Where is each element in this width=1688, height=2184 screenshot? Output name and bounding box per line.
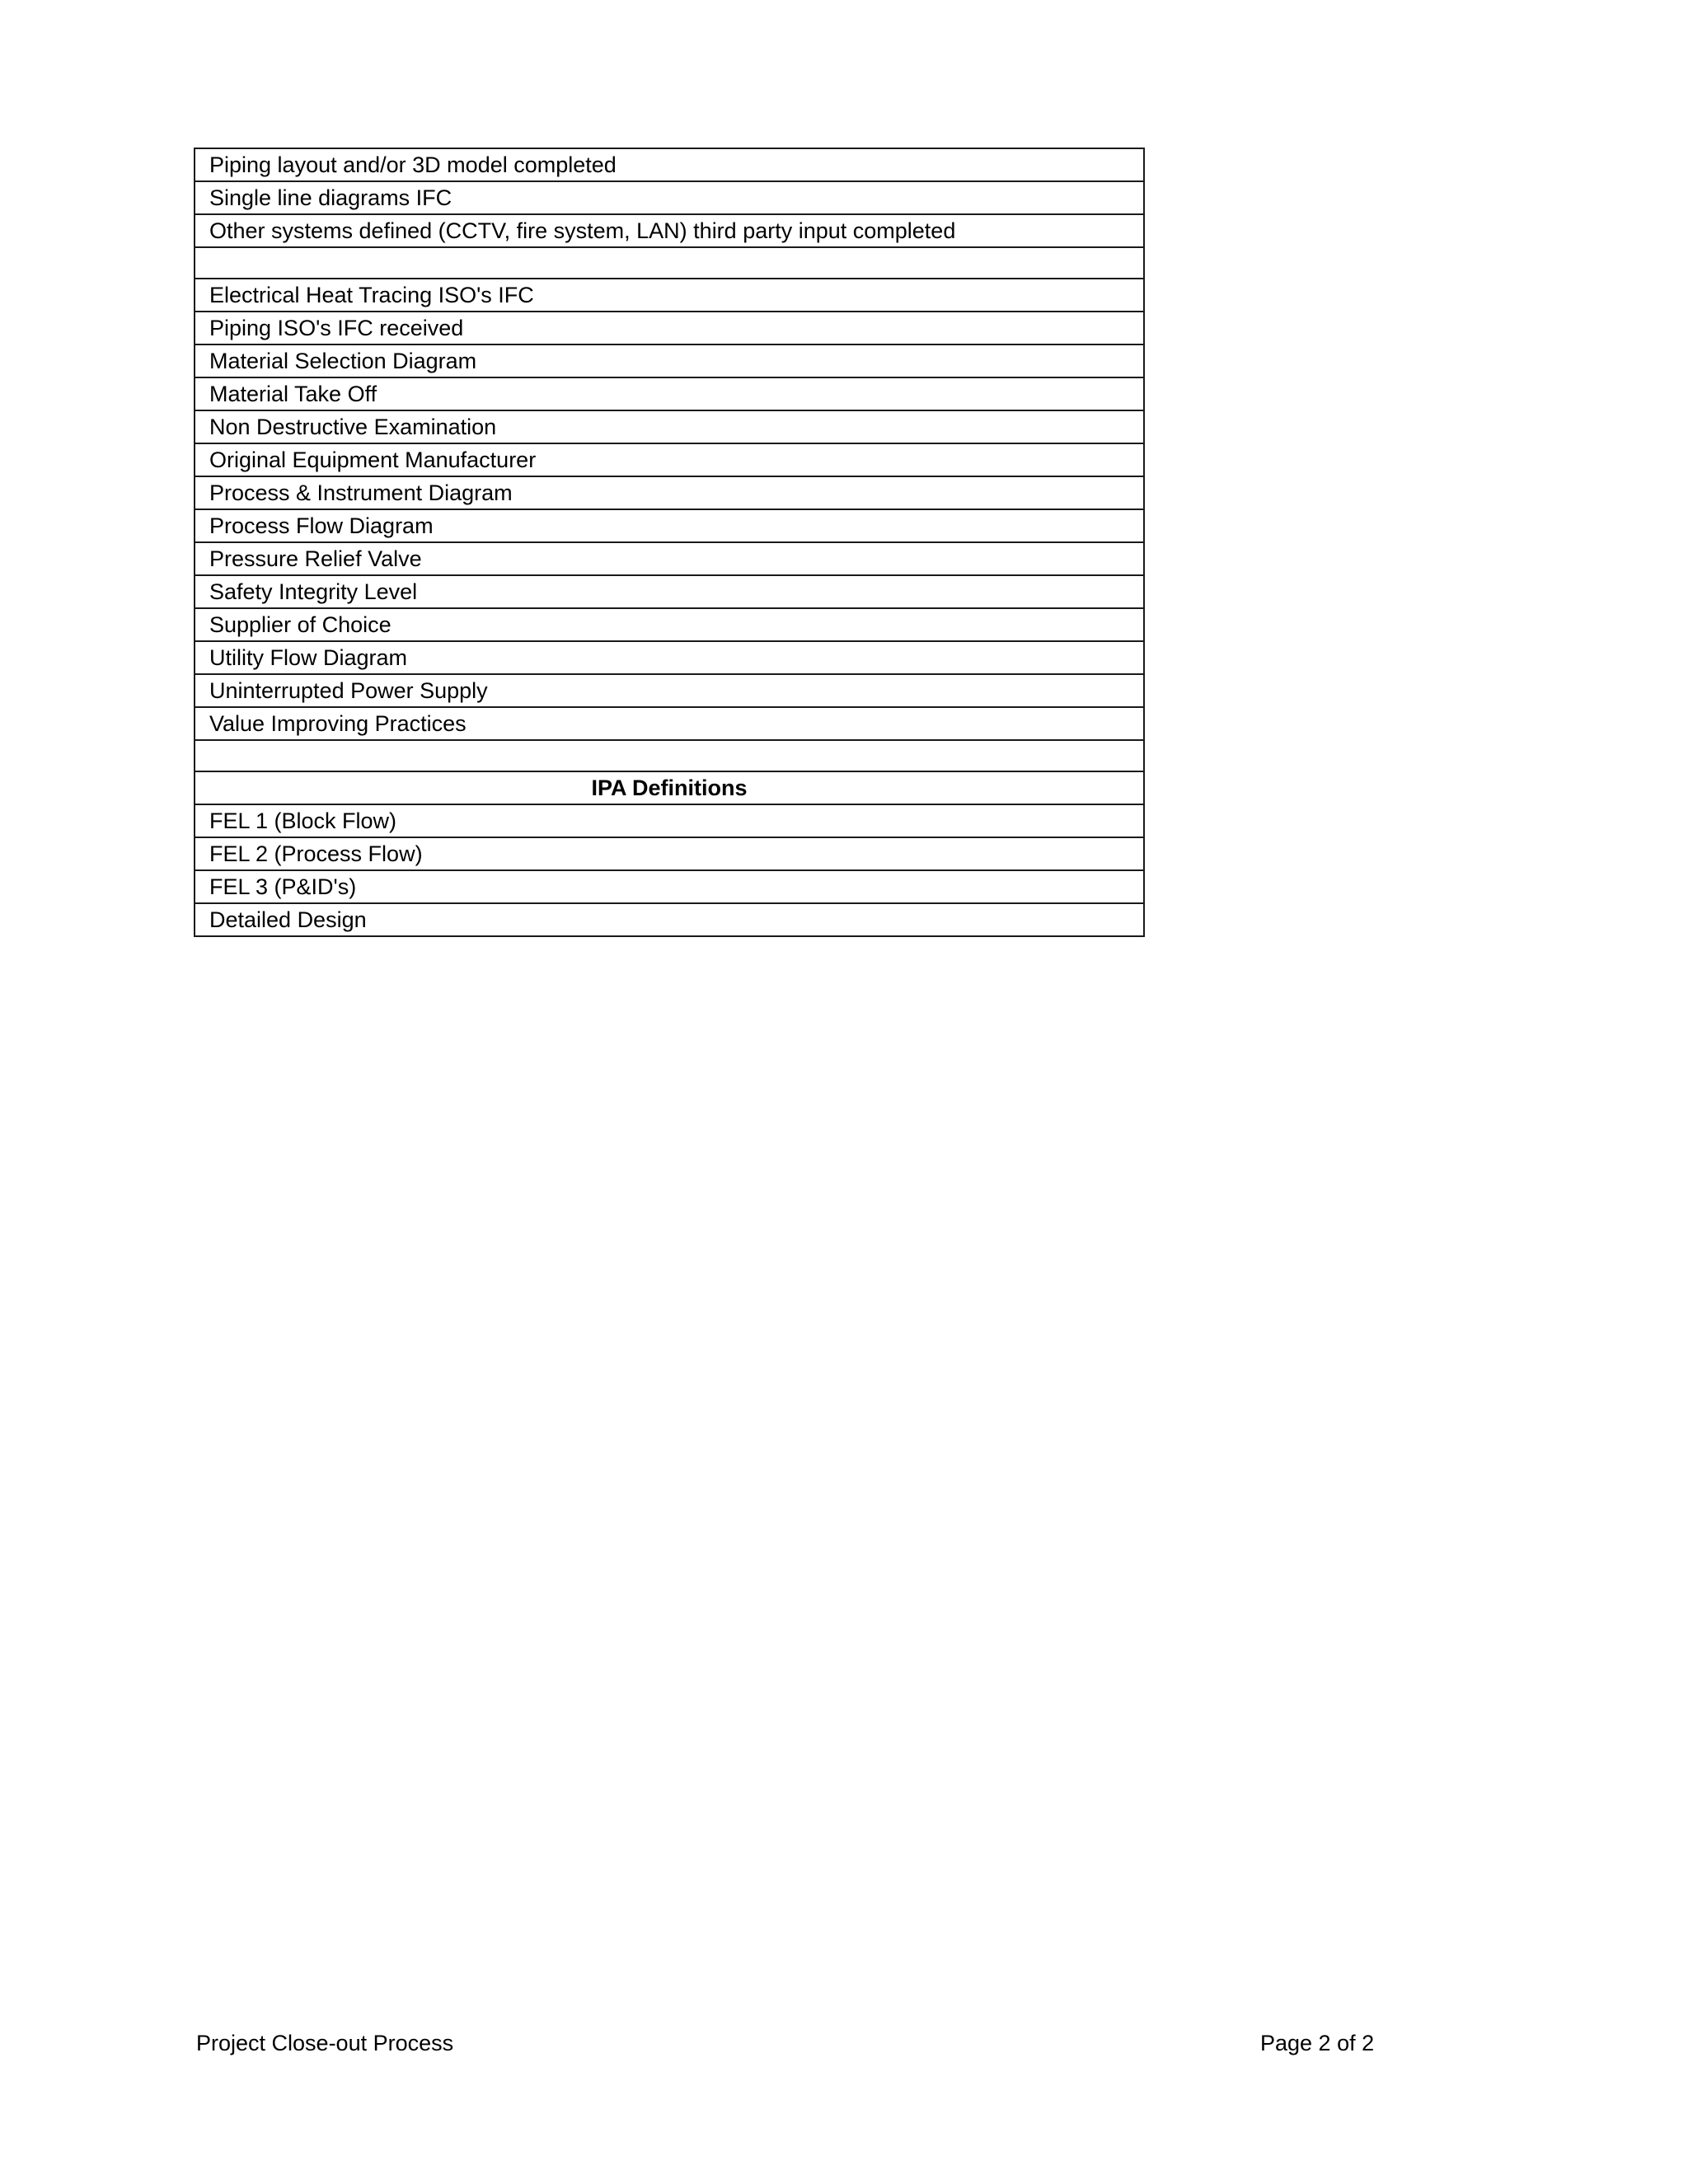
table-row xyxy=(195,476,1144,509)
table-section-header-row xyxy=(195,771,1144,804)
table-row xyxy=(195,707,1144,740)
table-cell: Process & Instrument Diagram xyxy=(195,476,1144,509)
table-cell: Pressure Relief Valve xyxy=(195,542,1144,575)
blank-cell xyxy=(195,740,1144,771)
table-cell: Process Flow Diagram xyxy=(195,509,1144,542)
table-row xyxy=(195,312,1144,344)
table-row xyxy=(195,214,1144,247)
table-cell: Non Destructive Examination xyxy=(195,410,1144,443)
footer-document-title: Project Close-out Process xyxy=(196,2031,454,2055)
table-row xyxy=(195,608,1144,641)
table-cell: Detailed Design xyxy=(195,903,1144,936)
table-blank-row xyxy=(195,247,1144,279)
table-row xyxy=(195,509,1144,542)
table-cell: Single line diagrams IFC xyxy=(195,181,1144,214)
table-cell: Electrical Heat Tracing ISO's IFC xyxy=(195,279,1144,312)
table-blank-row xyxy=(195,740,1144,771)
table-row xyxy=(195,410,1144,443)
table-cell: Material Take Off xyxy=(195,377,1144,410)
table-row xyxy=(195,148,1144,181)
table-row xyxy=(195,181,1144,214)
table-cell: Value Improving Practices xyxy=(195,707,1144,740)
table-cell: Piping layout and/or 3D model completed xyxy=(195,148,1144,181)
table-row xyxy=(195,674,1144,707)
table-cell: Utility Flow Diagram xyxy=(195,641,1144,674)
table-cell: Original Equipment Manufacturer xyxy=(195,443,1144,476)
table-row xyxy=(195,804,1144,837)
footer-page-number: Page 2 of 2 xyxy=(1260,2031,1375,2055)
table-row xyxy=(195,575,1144,608)
table-row xyxy=(195,903,1144,936)
blank-cell xyxy=(195,247,1144,279)
table-cell: FEL 1 (Block Flow) xyxy=(195,804,1144,837)
table-cell: Supplier of Choice xyxy=(195,608,1144,641)
table-row xyxy=(195,870,1144,903)
table-row xyxy=(195,641,1144,674)
table-cell: Material Selection Diagram xyxy=(195,344,1144,377)
table-cell: Safety Integrity Level xyxy=(195,575,1144,608)
section-heading-cell: IPA Definitions xyxy=(195,771,1144,804)
table-cell: Other systems defined (CCTV, fire system, LAN) third party input completed xyxy=(195,214,1144,247)
table-cell: FEL 2 (Process Flow) xyxy=(195,837,1144,870)
table-row xyxy=(195,279,1144,312)
table-row xyxy=(195,837,1144,870)
table-cell: FEL 3 (P&ID's) xyxy=(195,870,1144,903)
table-cell: Piping ISO's IFC received xyxy=(195,312,1144,344)
definitions-table-body xyxy=(195,148,1144,936)
table-cell: Uninterrupted Power Supply xyxy=(195,674,1144,707)
table-row xyxy=(195,443,1144,476)
table-row xyxy=(195,542,1144,575)
definitions-table xyxy=(194,148,1145,937)
table-row xyxy=(195,344,1144,377)
table-row xyxy=(195,377,1144,410)
